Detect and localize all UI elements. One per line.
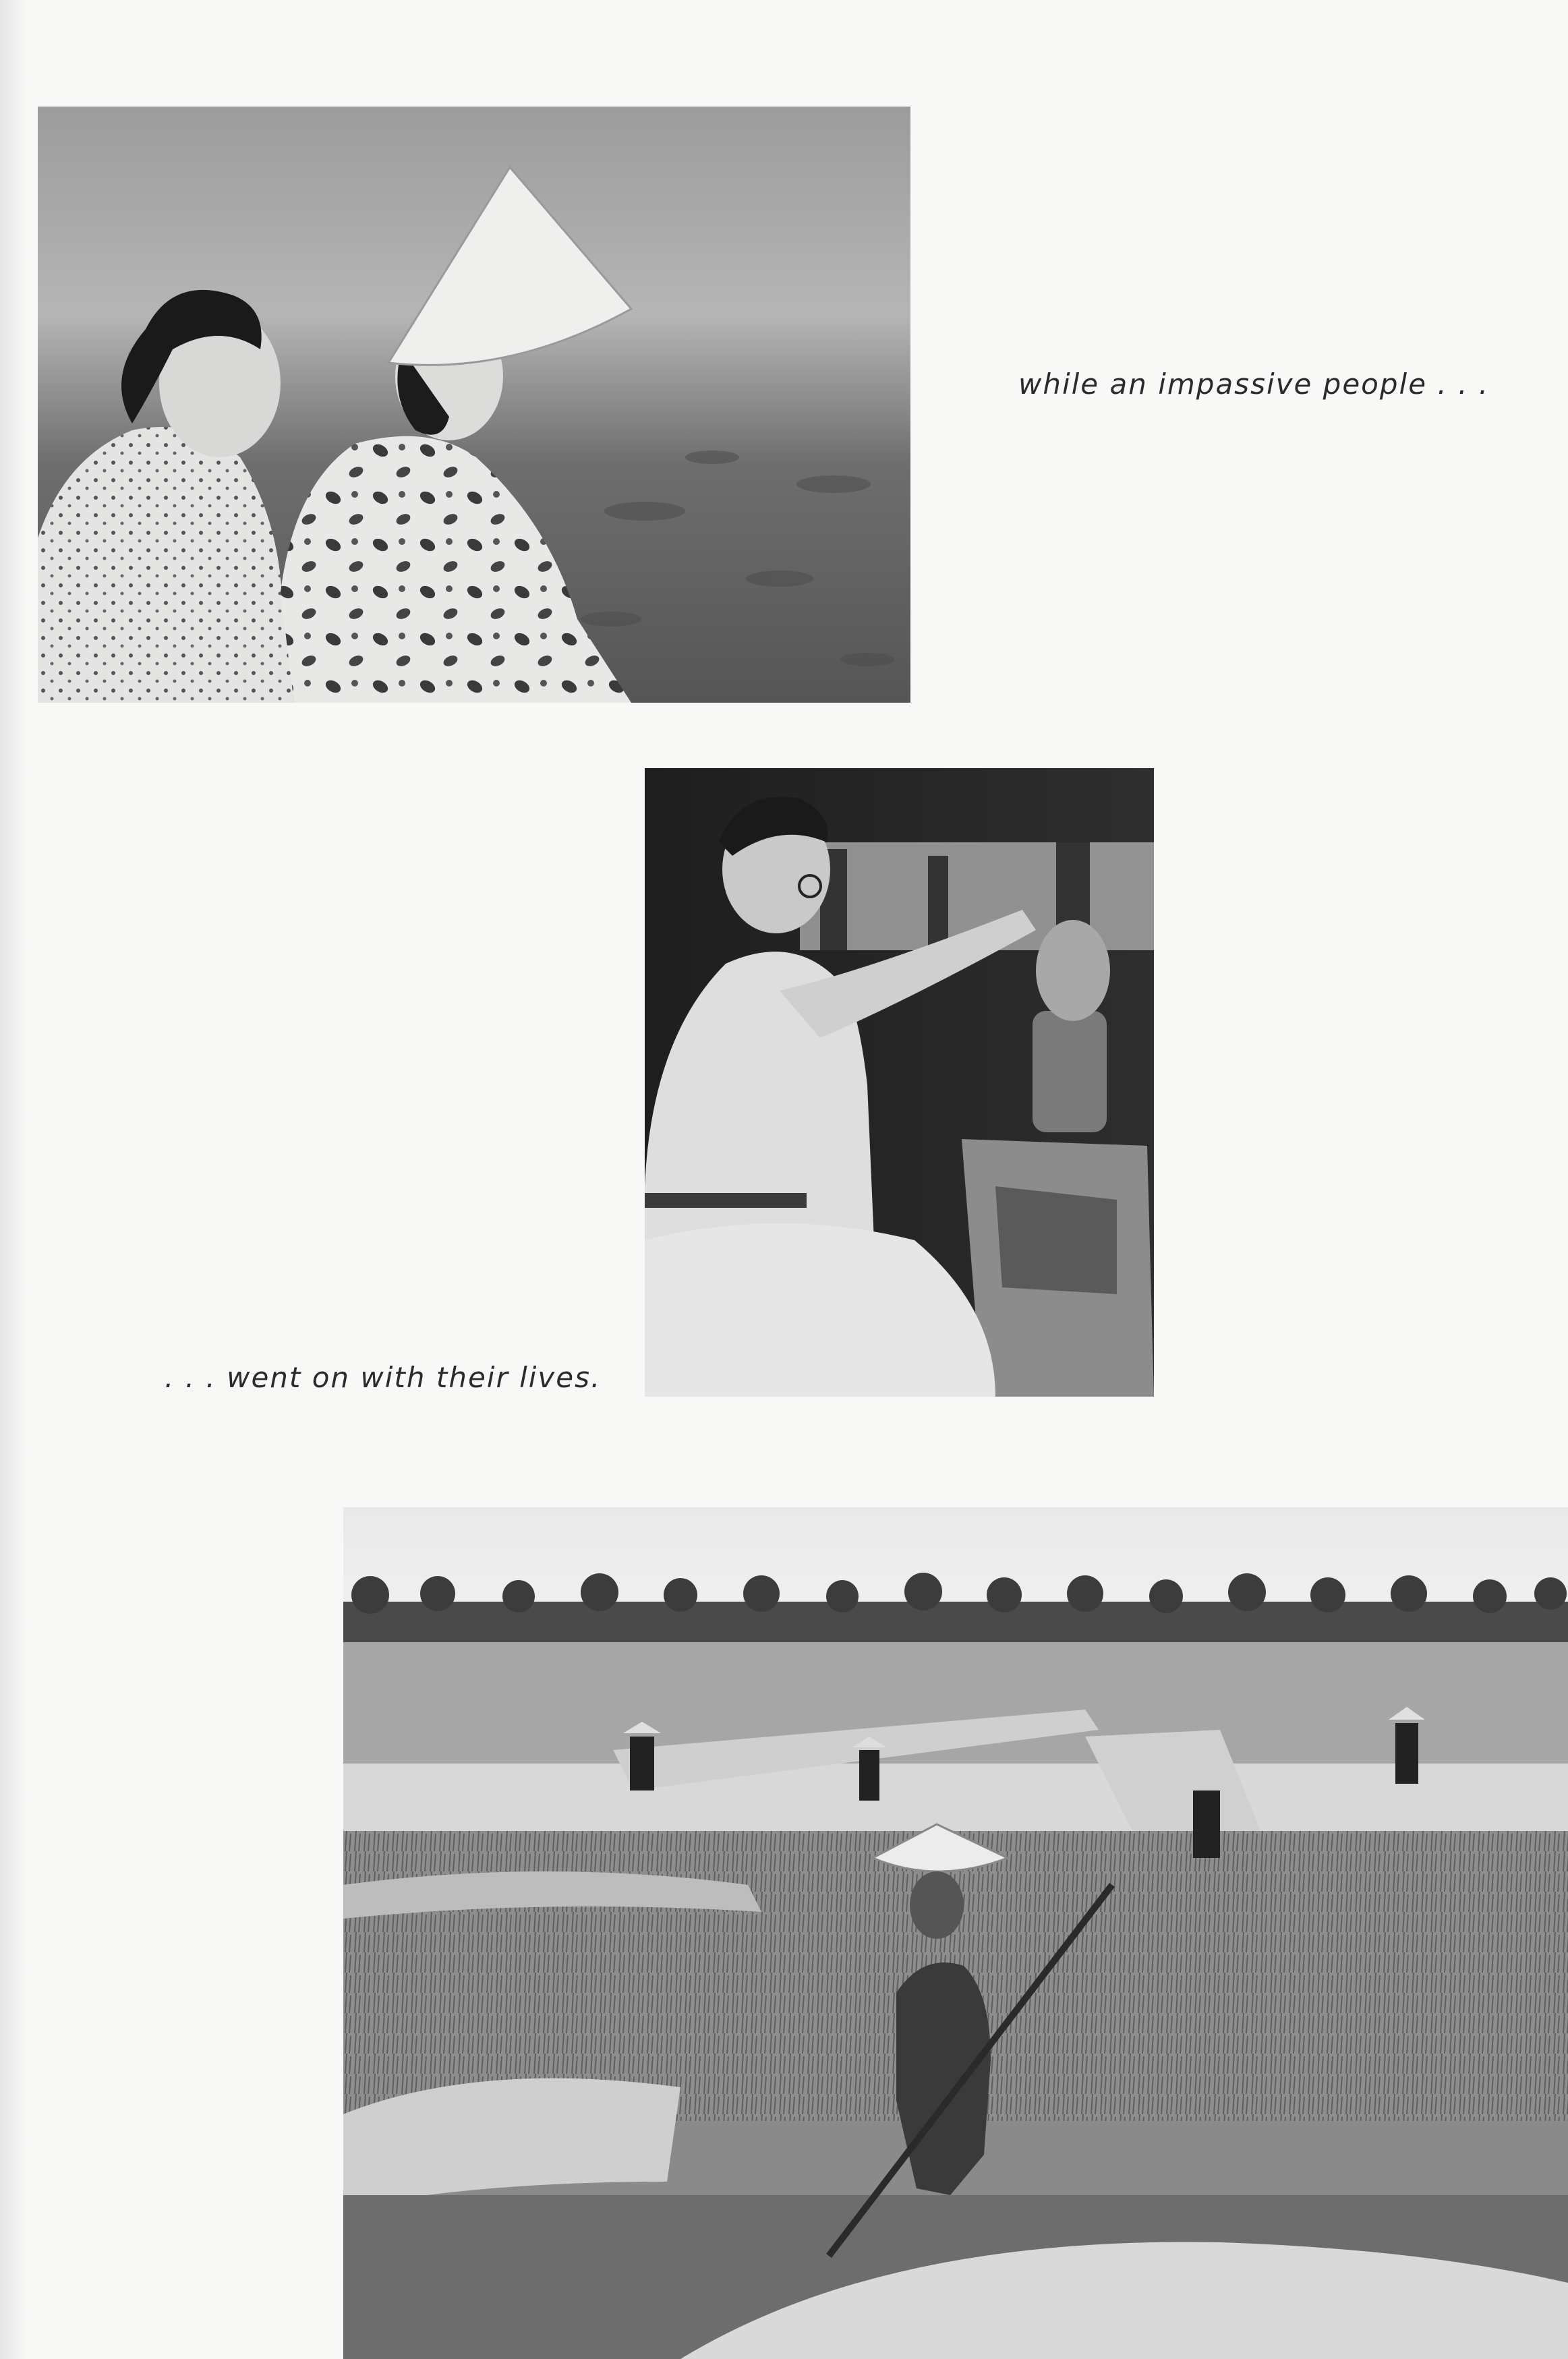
photo-sculptor-image (645, 768, 1154, 1397)
photo-rice-paddies-image (343, 1507, 1568, 2359)
photo-rice-paddies (343, 1507, 1568, 2359)
photo-two-women-image (38, 107, 910, 703)
photo-two-women (38, 107, 910, 703)
photo-sculptor (645, 768, 1154, 1397)
caption-went-on-with-their-lives: . . . went on with their lives. (165, 1361, 602, 1394)
caption-while-impassive-people: while an impassive people . . . (1018, 368, 1490, 401)
page-gutter (0, 0, 27, 2359)
